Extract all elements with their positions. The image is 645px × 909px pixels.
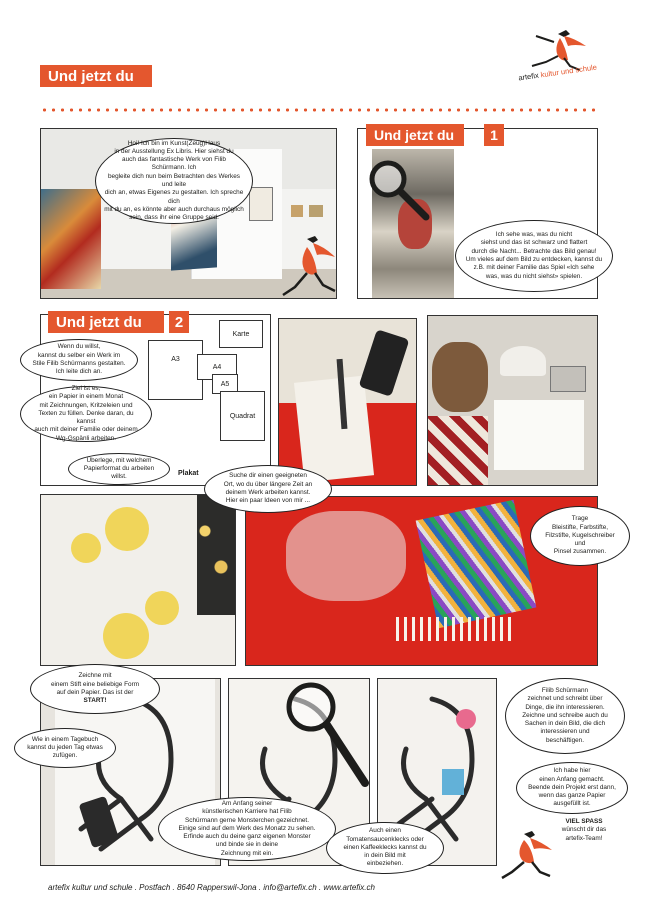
desk-notebook <box>294 376 374 483</box>
format-quadrat: Quadrat <box>220 391 265 441</box>
speech-bubble-carry <box>530 506 630 566</box>
step2-number-text: 2 <box>174 313 184 331</box>
step1-number-text: 1 <box>490 127 498 143</box>
desk-photo <box>278 318 417 486</box>
format-a5: A5 <box>212 374 238 394</box>
step2-number <box>169 311 189 333</box>
fun-post-1: wünscht dir das <box>561 826 607 834</box>
bird-mascot-icon <box>281 235 337 299</box>
carry-text: Trage Bleistifte, Farbstifte, Filzstifte, Kugelschreiber und Pinsel zusammen. <box>545 515 615 556</box>
intro-text: Hoi! Ich bin im Kunst(Zeug)Haus in der Ausstellung Ex Libris. Hier siehst du auch das fantastische Werk von Filib Schürmann. Ich begleite dich nun beim Betrachten des Werkes und leite dich an, etwas Eigenes zu gestalten. Ich spreche dich mit du an, es könnte aber auch durchaus möglich sein, dass ihr eine Gruppe seid. <box>104 139 244 222</box>
format-a3: A3 <box>148 340 203 400</box>
cup-plate-2 <box>71 533 101 563</box>
radio-clock <box>550 366 586 392</box>
speech-bubble-filib <box>505 678 625 754</box>
step2-heading-text: Und jetzt du <box>56 313 142 331</box>
magnifier-icon <box>366 157 430 221</box>
speech-bubble-diary <box>14 728 116 768</box>
fun-text: Ich habe hier einen Anfang gemacht. Beende dein Projekt erst dann, wenn das ganze Papier ausgefüllt ist. <box>528 767 616 808</box>
cup-plate-4 <box>103 613 149 659</box>
desk-phone <box>359 329 410 397</box>
artwork-small <box>249 187 273 221</box>
artwork-wall-2 <box>309 205 323 217</box>
cups-photo <box>40 494 236 666</box>
artefix-logo <box>510 28 610 84</box>
speech-bubble-intro <box>95 138 253 224</box>
fun-post-2: artefix-Team! <box>565 834 603 842</box>
brushes <box>396 617 516 641</box>
speech-bubble-fun <box>516 762 628 814</box>
speech-bubble-format <box>68 453 170 485</box>
career-text: Am Anfang seiner künstlerischen Karriere hat Filib Schürmann gerne Monsterchen gezeichnet. Einige sind auf dem Werk des Monatz zu sehen. Erfinde auch du deine ganz eigenen Monster und binde sie in deine Zeichnung mit ein. <box>178 799 316 857</box>
speech-bubble-stains <box>326 822 444 874</box>
speech-bubble-place <box>204 465 332 513</box>
speech-bubble-want <box>20 339 138 381</box>
cup-plate-1 <box>105 507 149 551</box>
step1-heading-text: Und jetzt du <box>374 127 455 143</box>
bird-mascot-bottom-icon <box>500 830 556 880</box>
goal-text: Ziel ist es, ein Papier in einem Monat mit Zeichnungen, Kritzeleien und Texten zu füllen. Denke daran, du kannst auch mit deiner Familie oder deinem Wg-Gspänli arbeiten. <box>34 384 138 442</box>
pencil-jar <box>286 511 406 601</box>
format-text: Überlege, mit welchem Papierformat du arbeiten willst. <box>83 456 155 481</box>
draw-text: Zeichne mit einem Stift eine beliebige Form auf dein Papier. Das ist der START! <box>50 672 140 705</box>
step1-heading <box>366 124 464 146</box>
teddy-photo <box>427 315 598 486</box>
stains-text: Auch einen Tomatensaucenklecks oder einen Kaffeeklecks kannst du in dein Bild mit einbeziehen. <box>343 827 427 868</box>
pencil-tin <box>416 500 537 628</box>
flowers <box>197 495 236 615</box>
filib-text: Filib Schürmann zeichnet und schreibt über Dinge, die ihn interessieren. Zeichne und schreibe auch du Sachen in dein Bild, die dich interessieren und beschäftigen. <box>522 686 608 744</box>
viel-spass-bold: VIEL SPASS <box>565 818 603 825</box>
speech-bubble-goal <box>20 386 152 442</box>
page-title-text: Und jetzt du <box>48 67 134 85</box>
teddy-bear <box>432 342 488 412</box>
viel-spass-note <box>546 818 622 843</box>
desk-lamp <box>500 346 546 376</box>
step2-heading <box>48 311 164 333</box>
place-text: Suche dir einen geeigneten Ort, wo du über längere Zeit an deinem Werk arbeiten kannst. Hier ein paar Ideen von mir ... <box>223 472 313 505</box>
paper-sheet <box>494 400 584 470</box>
format-a4: A4 <box>197 354 237 380</box>
format-plakat: Plakat <box>178 470 199 477</box>
format-karte: Karte <box>219 320 263 348</box>
page-title <box>40 65 152 87</box>
speech-bubble-draw <box>30 664 160 714</box>
footer-address: artefix kultur und schule . Postfach . 8640 Rapperswil-Jona . info@artefix.ch . www.artefix.ch <box>48 883 375 892</box>
diary-text: Wie in einem Tagebuch kannst du jeden Tag etwas zufügen. <box>27 735 103 760</box>
magnifier-icon-2 <box>281 679 370 789</box>
cup-plate-3 <box>145 591 179 625</box>
dotted-divider <box>40 108 598 112</box>
want-text: Wenn du willst, kannst du selber ein Werk im Stile Filib Schürmanns gestalten. Ich leite dich an. <box>32 343 126 376</box>
look-text: Ich sehe was, was du nicht siehst und das ist schwarz und flattert durch die Nacht... Betrachte das Bild genau! Um vieles auf dem Bild zu entdecken, kannst du z.B. mit deiner Familie das Spiel «Ich sehe was, was du nicht siehst» spielen. <box>465 231 603 280</box>
speech-bubble-career <box>158 797 336 861</box>
speech-bubble-look <box>455 220 613 292</box>
artwork-wall-1 <box>291 205 303 217</box>
step1-number <box>484 124 504 146</box>
logo-suffix: kultur und schule <box>540 62 598 80</box>
checkered-pillow <box>428 416 488 486</box>
logo-prefix: artefix <box>517 70 542 83</box>
artwork-large <box>41 189 101 289</box>
